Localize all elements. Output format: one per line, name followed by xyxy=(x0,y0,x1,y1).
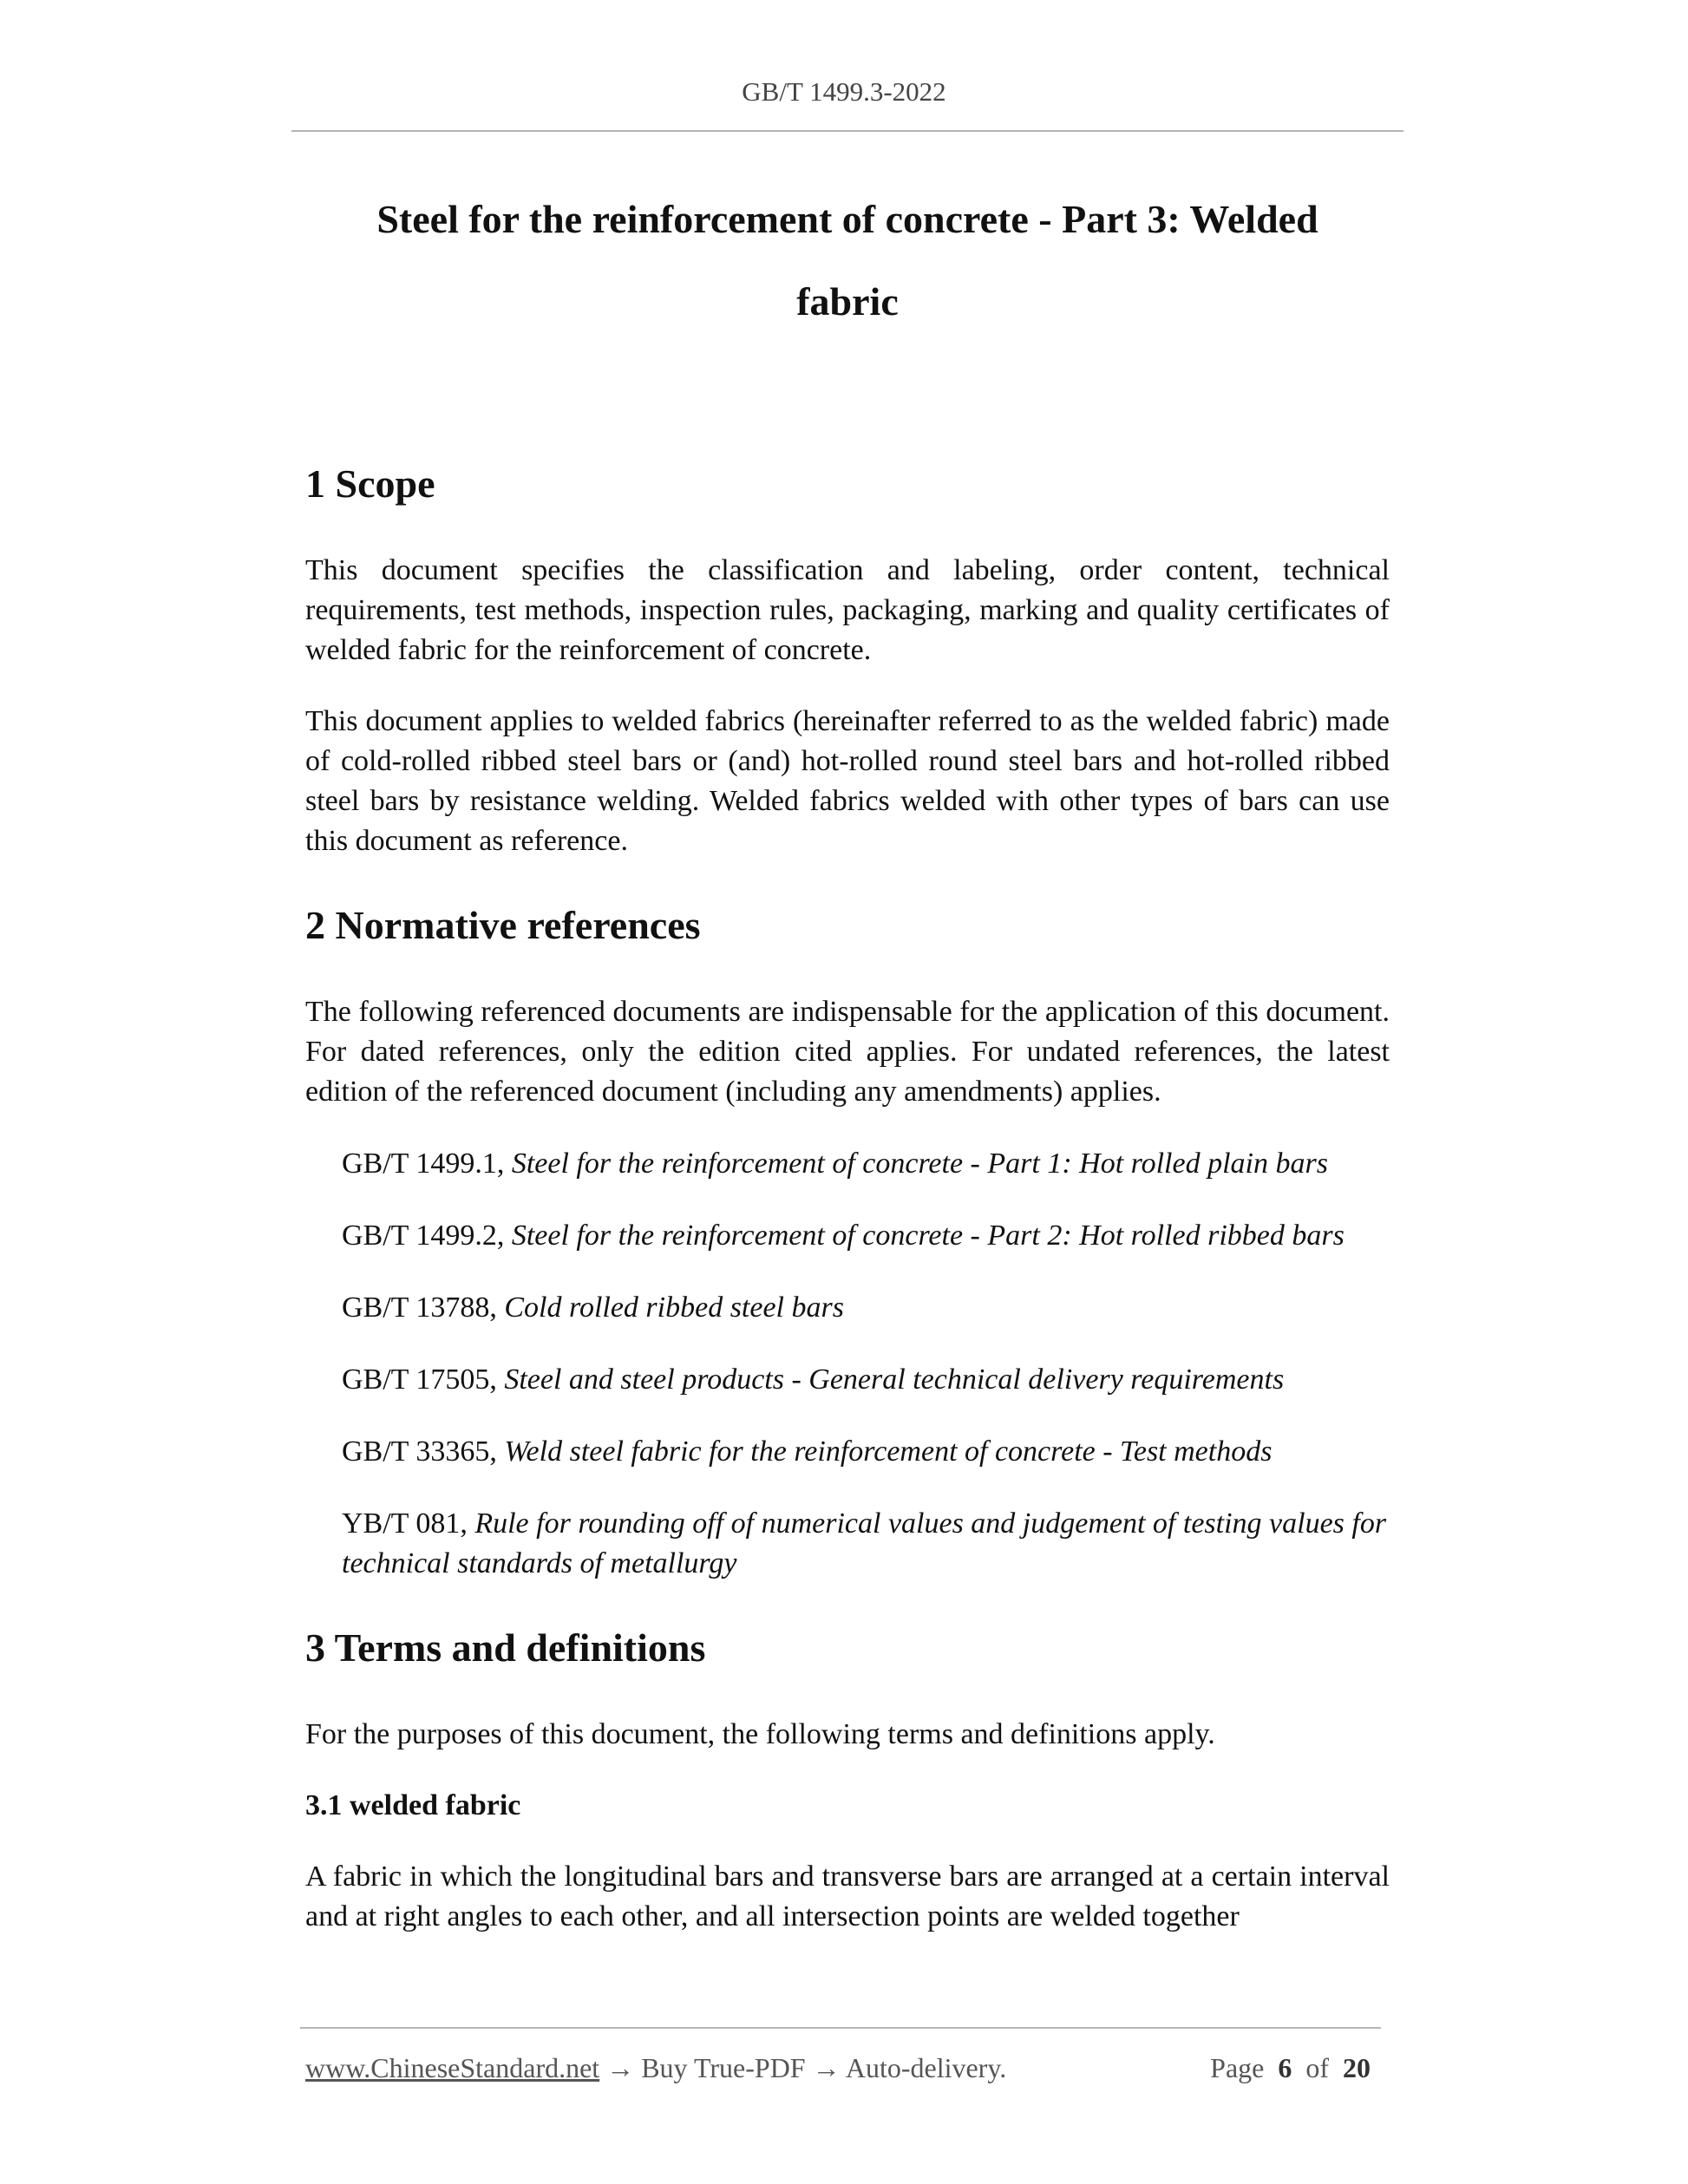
page-number xyxy=(1210,2049,1371,2087)
section-normative-references xyxy=(305,891,1390,1584)
reference-item xyxy=(305,1432,1390,1472)
document-body xyxy=(305,449,1390,1937)
header-divider xyxy=(291,130,1403,132)
reference-title: Steel for the reinforcement of concrete - Part 2: Hot rolled ribbed bars xyxy=(511,1220,1345,1252)
scope-paragraph-2: This document applies to welded fabrics (hereinafter referred to as the welded fabric) made of cold-rolled ribbed steel bars or (and) hot-rolled round steel bars and hot-rolled ribbed steel bars by resistance welding. Welded fabrics welded with other types of bars can use this document as reference. xyxy=(305,705,1390,857)
running-header: GB/T 1499.3-2022 xyxy=(742,76,946,107)
document-title-line-1: Steel for the reinforcement of concrete - Part 3: Welded xyxy=(376,197,1318,241)
section-terms-and-definitions xyxy=(305,1613,1390,1937)
reference-title: Cold rolled ribbed steel bars xyxy=(504,1291,844,1324)
reference-item xyxy=(305,1360,1390,1400)
normative-intro-paragraph: The following referenced documents are indispensable for the application of this document. For dated references, only the edition cited applies. For undated references, the latest edition of the referenced document (including any amendments) applies. xyxy=(305,996,1390,1108)
term-heading-welded-fabric: 3.1 welded fabric xyxy=(305,1789,521,1821)
document-title xyxy=(291,178,1403,343)
chinesestandard-link[interactable]: www.ChineseStandard.net xyxy=(305,2052,600,2083)
reference-item xyxy=(305,1216,1390,1256)
page-label: Page xyxy=(1210,2052,1265,2083)
section-heading-normative-references: 2 Normative references xyxy=(305,903,701,947)
reference-code: GB/T 1499.1, xyxy=(342,1148,512,1180)
reference-title: Weld steel fabric for the reinforcement of concrete - Test methods xyxy=(504,1435,1273,1468)
footer-promo-text: → Buy True-PDF → Auto-delivery. xyxy=(599,2052,1007,2083)
reference-list xyxy=(305,1144,1390,1584)
reference-code: GB/T 33365, xyxy=(342,1435,505,1468)
reference-code: YB/T 081, xyxy=(342,1507,475,1540)
document-title-line-2: fabric xyxy=(796,279,899,324)
reference-code: GB/T 17505, xyxy=(342,1363,505,1396)
section-heading-terms-and-definitions: 3 Terms and definitions xyxy=(305,1625,706,1670)
section-heading-scope: 1 Scope xyxy=(305,461,435,506)
reference-title: Steel and steel products - General technical delivery requirements xyxy=(504,1363,1285,1396)
term-definition-welded-fabric: A fabric in which the longitudinal bars and transverse bars are arranged at a certain interval and at right angles to each other, and all intersection points are welded together xyxy=(305,1860,1390,1932)
page-of-label: of xyxy=(1305,2052,1329,2083)
page-total: 20 xyxy=(1343,2052,1371,2083)
reference-item xyxy=(305,1144,1390,1184)
section-scope xyxy=(305,449,1390,861)
reference-code: GB/T 1499.2, xyxy=(342,1220,512,1252)
reference-code: GB/T 13788, xyxy=(342,1291,505,1324)
footer-divider xyxy=(300,2027,1381,2029)
page-current: 6 xyxy=(1278,2052,1292,2083)
terms-intro-paragraph: For the purposes of this document, the following terms and definitions apply. xyxy=(305,1718,1215,1750)
reference-title: Rule for rounding off of numerical values and judgement of testing values for technical standards of metallurgy xyxy=(342,1507,1387,1579)
footer-promo xyxy=(305,2049,1006,2087)
scope-paragraph-1: This document specifies the classification and labeling, order content, technical requirements, test methods, inspection rules, packaging, marking and quality certificates of welded fabric for the reinforcement of concrete. xyxy=(305,554,1390,666)
reference-item xyxy=(305,1504,1390,1584)
reference-item xyxy=(305,1288,1390,1328)
reference-title: Steel for the reinforcement of concrete - Part 1: Hot rolled plain bars xyxy=(511,1148,1328,1180)
